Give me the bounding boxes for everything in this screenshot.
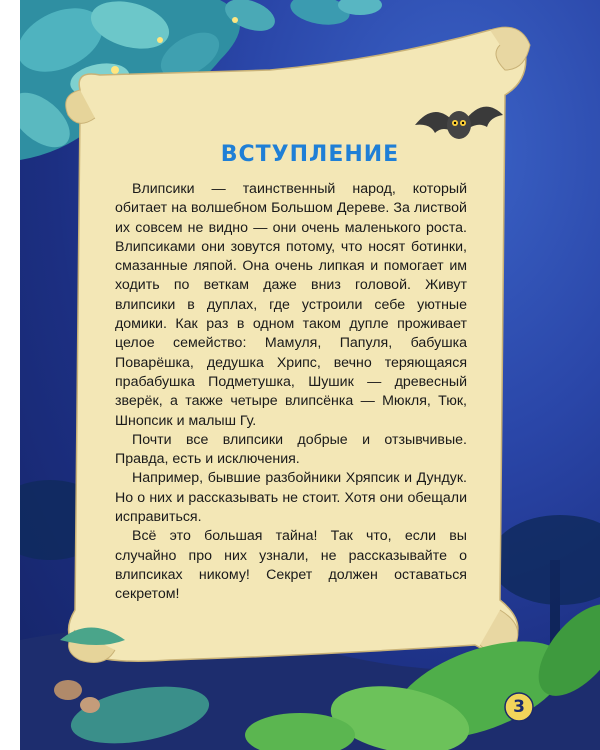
- paragraph-1: Влипсики — таинственный народ, который обитает на волшебном Большом Дереве. За листвой их совсем не видно — они очень маленького роста. Влипсиками они зовутся потому, что носят ботинки, смазанные ляпой. Она очень липкая и помогает им ходить по веткам даже вниз головой. Живут влипсики в дуплах, где устроили себе уютные домики. Как раз в одном таком дупле проживает целое семейство: Мамуля, Папуля, бабушка Поварёшка, дедушка Хрипс, вечно теряющаяся прабабушка Подметушка, Шушик — древесный зверёк, а также четыре влипсёнка — Мюкля, Тюк, Шнопсик и малыш Гу.: [115, 181, 467, 429]
- page-number: 3: [513, 697, 525, 717]
- paragraph-4: Всё это большая тайна! Так что, если вы случайно про них узнали, не рассказывайте о влипсиках никому! Секрет должен оставаться секретом!: [115, 528, 467, 603]
- top-right-leaves: [288, 0, 382, 29]
- page-title: ВСТУПЛЕНИЕ: [220, 142, 400, 167]
- story-text: [115, 180, 467, 605]
- paragraph-2: Почти все влипсики добрые и отзывчивые. Правда, есть и исключения.: [115, 431, 467, 468]
- page-margin: [0, 0, 20, 750]
- paragraph-3: Например, бывшие разбойники Хряпсик и Дундук. Но о них и рассказывать не стоит. Хотя они обещали исправиться.: [115, 470, 467, 526]
